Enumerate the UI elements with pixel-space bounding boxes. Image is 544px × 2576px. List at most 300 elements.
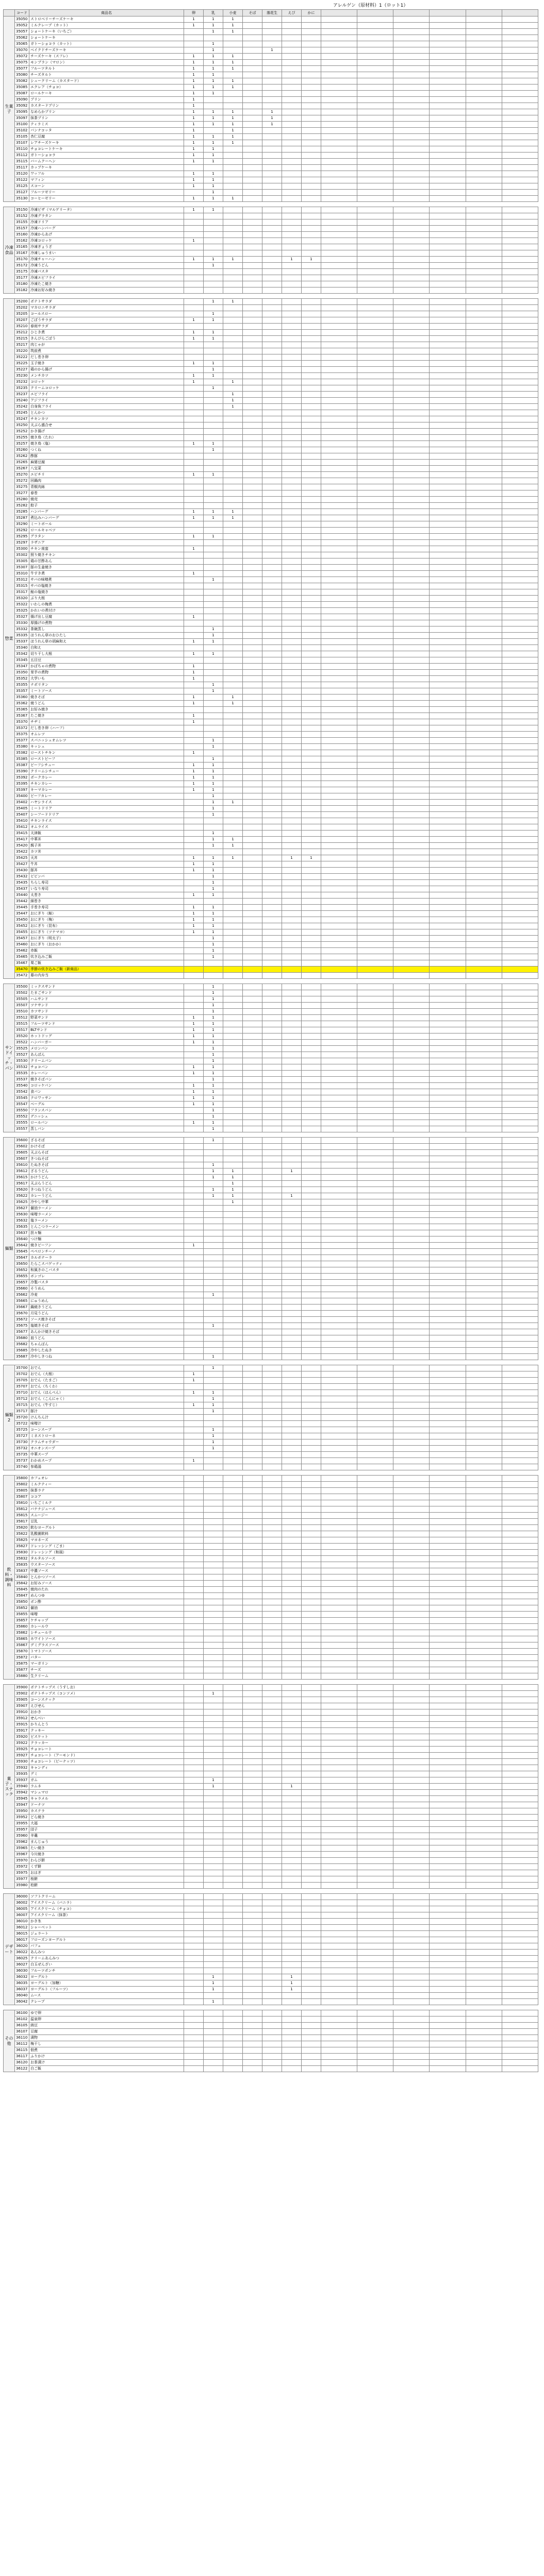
table-row <box>4 744 538 750</box>
blank-cell <box>393 861 430 868</box>
blank-cell <box>430 91 466 97</box>
allergen-mark <box>262 1482 282 1488</box>
allergen-mark: 1 <box>223 515 243 521</box>
product-code: 35635 <box>15 1224 29 1230</box>
blank-cell <box>321 1574 357 1581</box>
allergen-mark <box>262 868 282 874</box>
blank-cell <box>430 929 466 936</box>
blank-cell <box>466 109 502 115</box>
allergen-mark: 1 <box>204 140 223 146</box>
blank-cell <box>430 1071 466 1077</box>
blank-cell <box>393 1464 430 1470</box>
blank-cell <box>430 1298 466 1304</box>
blank-cell <box>321 552 357 558</box>
blank-cell <box>430 146 466 152</box>
blank-cell <box>466 385 502 392</box>
blank-cell <box>502 490 538 497</box>
blank-cell <box>357 207 393 213</box>
product-name: 冷やし中華 <box>29 1199 184 1206</box>
blank-cell <box>502 911 538 917</box>
blank-cell <box>430 311 466 317</box>
allergen-mark <box>243 1697 262 1703</box>
allergen-mark <box>243 1236 262 1243</box>
allergen-mark <box>302 849 321 855</box>
allergen-mark: 1 <box>204 1095 223 1101</box>
blank-cell <box>357 1494 393 1500</box>
blank-cell <box>321 583 357 589</box>
table-row <box>4 1513 538 1519</box>
blank-cell <box>393 1114 430 1120</box>
blank-cell <box>357 1833 393 1839</box>
allergen-mark <box>184 453 204 460</box>
allergen-mark <box>262 190 282 196</box>
allergen-mark <box>204 1956 223 1962</box>
product-name: 冷凍ハンバーグ <box>29 226 184 232</box>
allergen-mark <box>282 84 302 91</box>
allergen-mark <box>223 990 243 996</box>
allergen-mark <box>262 1236 282 1243</box>
product-name: シーフードドリア <box>29 812 184 818</box>
blank-cell <box>502 287 538 294</box>
blank-cell <box>321 1181 357 1187</box>
allergen-mark <box>282 1427 302 1433</box>
blank-cell <box>502 373 538 379</box>
blank-cell <box>321 528 357 534</box>
allergen-mark <box>302 824 321 831</box>
allergen-mark <box>223 1427 243 1433</box>
allergen-mark <box>302 670 321 676</box>
allergen-mark <box>243 1175 262 1181</box>
allergen-mark <box>223 263 243 269</box>
allergen-mark <box>243 1206 262 1212</box>
allergen-mark <box>282 990 302 996</box>
blank-cell <box>357 1925 393 1931</box>
allergen-mark <box>204 435 223 441</box>
blank-cell <box>466 509 502 515</box>
allergen-mark <box>282 1728 302 1734</box>
blank-cell <box>321 1409 357 1415</box>
allergen-mark <box>243 460 262 466</box>
allergen-mark <box>184 1931 204 1937</box>
allergen-mark <box>243 1365 262 1371</box>
allergen-mark: 1 <box>204 1168 223 1175</box>
allergen-mark <box>262 1162 282 1168</box>
product-code: 35345 <box>15 657 29 664</box>
allergen-mark <box>223 905 243 911</box>
product-code: 35917 <box>15 1728 29 1734</box>
table-row <box>4 165 538 171</box>
allergen-mark <box>243 1925 262 1931</box>
product-name: クッキー <box>29 1728 184 1734</box>
allergen-mark <box>262 1329 282 1335</box>
allergen-mark <box>184 1230 204 1236</box>
allergen-mark <box>262 1581 282 1587</box>
product-name: おでん（たまご） <box>29 1378 184 1384</box>
allergen-mark <box>262 1630 282 1636</box>
table-row <box>4 639 538 645</box>
blank-cell <box>321 558 357 565</box>
table-row <box>4 509 538 515</box>
allergen-mark <box>302 1802 321 1808</box>
allergen-mark <box>302 1709 321 1716</box>
allergen-mark <box>204 713 223 719</box>
blank-cell <box>321 769 357 775</box>
allergen-mark <box>184 1452 204 1458</box>
allergen-mark <box>243 29 262 35</box>
blank-cell <box>430 1722 466 1728</box>
allergen-mark <box>262 1636 282 1642</box>
allergen-mark <box>262 29 282 35</box>
blank-cell <box>357 429 393 435</box>
allergen-mark: 1 <box>204 1064 223 1071</box>
allergen-mark <box>262 1937 282 1943</box>
allergen-mark <box>184 1304 204 1311</box>
blank-cell <box>321 299 357 305</box>
product-name: 焼きそばパン <box>29 1077 184 1083</box>
blank-cell <box>502 620 538 626</box>
allergen-mark <box>184 269 204 275</box>
allergen-mark <box>243 410 262 416</box>
table-row <box>4 354 538 361</box>
blank-cell <box>393 478 430 484</box>
blank-cell <box>321 1323 357 1329</box>
blank-cell <box>357 1722 393 1728</box>
allergen-mark: 1 <box>223 134 243 140</box>
allergen-mark <box>223 1661 243 1667</box>
allergen-mark <box>262 1378 282 1384</box>
table-row <box>4 1790 538 1796</box>
product-code: 35820 <box>15 1525 29 1531</box>
allergen-mark <box>243 973 262 979</box>
allergen-mark <box>184 1839 204 1845</box>
product-name: チヂミ <box>29 719 184 725</box>
product-name: 豚汁 <box>29 1409 184 1415</box>
product-code: 35732 <box>15 1446 29 1452</box>
blank-cell <box>502 410 538 416</box>
allergen-mark <box>243 1033 262 1040</box>
product-code: 35287 <box>15 515 29 521</box>
product-code: 35937 <box>15 1777 29 1784</box>
allergen-mark <box>302 1544 321 1550</box>
blank-cell <box>430 1494 466 1500</box>
blank-cell <box>321 416 357 422</box>
allergen-mark <box>302 1519 321 1525</box>
blank-cell <box>430 1033 466 1040</box>
allergen-mark <box>282 1433 302 1439</box>
allergen-mark <box>302 1089 321 1095</box>
product-code: 35225 <box>15 361 29 367</box>
allergen-mark: 1 <box>223 140 243 146</box>
product-name: クリームシチュー <box>29 769 184 775</box>
product-name: サバの塩焼き <box>29 583 184 589</box>
table-row <box>4 775 538 781</box>
allergen-mark <box>282 775 302 781</box>
blank-cell <box>393 701 430 707</box>
blank-cell <box>393 1612 430 1618</box>
product-name: デニッシュ <box>29 1114 184 1120</box>
blank-cell <box>393 1335 430 1342</box>
allergen-mark <box>204 410 223 416</box>
allergen-mark <box>243 713 262 719</box>
allergen-mark <box>282 843 302 849</box>
allergen-mark <box>302 1378 321 1384</box>
blank-cell <box>502 967 538 973</box>
allergen-mark <box>184 657 204 664</box>
product-name: ショートケーキ（いちご） <box>29 29 184 35</box>
blank-cell <box>502 84 538 91</box>
blank-cell <box>466 1574 502 1581</box>
blank-cell <box>393 509 430 515</box>
allergen-mark <box>243 1968 262 1974</box>
table-row <box>4 1500 538 1506</box>
blank-cell <box>430 1354 466 1360</box>
allergen-mark <box>262 793 282 800</box>
allergen-mark <box>184 1937 204 1943</box>
blank-cell <box>502 905 538 911</box>
allergen-mark: 1 <box>223 855 243 861</box>
allergen-mark <box>262 1500 282 1506</box>
blank-cell <box>357 892 393 899</box>
blank-cell <box>357 1562 393 1568</box>
blank-cell <box>357 571 393 577</box>
table-body <box>4 16 538 2072</box>
allergen-mark <box>302 226 321 232</box>
allergen-mark: 1 <box>204 311 223 317</box>
allergen-mark <box>302 373 321 379</box>
product-code: 35642 <box>15 1243 29 1249</box>
allergen-mark <box>282 1095 302 1101</box>
allergen-mark <box>204 35 223 41</box>
allergen-mark <box>302 441 321 447</box>
allergen-mark <box>243 880 262 886</box>
allergen-mark <box>243 1845 262 1852</box>
table-row <box>4 115 538 122</box>
blank-cell <box>466 478 502 484</box>
blank-cell <box>321 404 357 410</box>
allergen-mark <box>262 546 282 552</box>
allergen-mark <box>243 1168 262 1175</box>
allergen-mark <box>302 1402 321 1409</box>
blank-cell <box>357 1212 393 1218</box>
blank-cell <box>357 1476 393 1482</box>
allergen-mark <box>302 1506 321 1513</box>
allergen-mark: 1 <box>204 800 223 806</box>
allergen-mark <box>262 664 282 670</box>
blank-cell <box>502 528 538 534</box>
allergen-mark <box>262 1304 282 1311</box>
allergen-mark <box>243 1556 262 1562</box>
allergen-mark <box>282 1494 302 1500</box>
allergen-mark <box>282 410 302 416</box>
blank-cell <box>357 831 393 837</box>
allergen-mark <box>184 1218 204 1224</box>
product-name: カステラ <box>29 1808 184 1815</box>
blank-cell <box>321 707 357 713</box>
allergen-mark <box>204 1858 223 1864</box>
allergen-mark: 1 <box>204 781 223 787</box>
blank-cell <box>466 1919 502 1925</box>
table-row <box>4 973 538 979</box>
blank-cell <box>321 948 357 954</box>
blank-cell <box>357 1396 393 1402</box>
blank-cell <box>466 515 502 521</box>
product-code: 35675 <box>15 1323 29 1329</box>
allergen-mark <box>204 422 223 429</box>
blank-cell <box>321 453 357 460</box>
allergen-mark <box>243 719 262 725</box>
table-row <box>4 1458 538 1464</box>
blank-cell <box>502 521 538 528</box>
allergen-mark <box>184 484 204 490</box>
table-row <box>4 1187 538 1193</box>
allergen-mark <box>243 134 262 140</box>
blank-cell <box>321 1311 357 1317</box>
allergen-mark <box>204 1593 223 1599</box>
blank-cell <box>466 732 502 738</box>
blank-cell <box>466 676 502 682</box>
blank-cell <box>466 602 502 608</box>
blank-cell <box>357 1280 393 1286</box>
allergen-mark <box>302 60 321 66</box>
blank-cell <box>321 1876 357 1883</box>
blank-cell <box>321 348 357 354</box>
table-row <box>4 1740 538 1747</box>
blank-cell <box>430 1906 466 1912</box>
product-code: 35370 <box>15 719 29 725</box>
blank-cell <box>430 1274 466 1280</box>
allergen-mark <box>243 1883 262 1889</box>
table-row <box>4 275 538 281</box>
blank-cell <box>357 244 393 250</box>
allergen-mark <box>223 793 243 800</box>
product-code: 35290 <box>15 521 29 528</box>
allergen-mark: 1 <box>204 115 223 122</box>
allergen-mark <box>243 1839 262 1845</box>
product-code: 35520 <box>15 1033 29 1040</box>
allergen-mark: 1 <box>223 115 243 122</box>
blank-cell <box>466 336 502 342</box>
allergen-mark <box>243 1427 262 1433</box>
allergen-mark <box>184 1912 204 1919</box>
blank-cell <box>430 1415 466 1421</box>
allergen-mark <box>262 373 282 379</box>
blank-cell <box>430 1218 466 1224</box>
allergen-mark <box>262 398 282 404</box>
allergen-mark <box>204 1482 223 1488</box>
blank-cell <box>357 1415 393 1421</box>
allergen-mark <box>302 1661 321 1667</box>
product-code: 35082 <box>15 78 29 84</box>
allergen-mark <box>223 1790 243 1796</box>
allergen-mark <box>184 1685 204 1691</box>
allergen-mark <box>243 60 262 66</box>
blank-cell <box>357 497 393 503</box>
allergen-mark <box>184 1709 204 1716</box>
allergen-mark: 1 <box>184 16 204 23</box>
allergen-mark <box>243 874 262 880</box>
allergen-mark <box>223 1740 243 1747</box>
blank-cell <box>466 1033 502 1040</box>
product-code: 35660 <box>15 1286 29 1292</box>
product-code: 35980 <box>15 1883 29 1889</box>
product-code: 35175 <box>15 269 29 275</box>
allergen-mark <box>302 1280 321 1286</box>
product-name: ベイクドチーズケーキ <box>29 47 184 54</box>
allergen-mark <box>243 670 262 676</box>
blank-cell <box>357 1071 393 1077</box>
allergen-mark <box>282 762 302 769</box>
blank-cell <box>393 336 430 342</box>
allergen-mark <box>262 1421 282 1427</box>
allergen-mark <box>282 793 302 800</box>
blank-cell <box>430 899 466 905</box>
allergen-mark <box>243 1673 262 1680</box>
allergen-mark: 1 <box>184 115 204 122</box>
allergen-mark <box>282 159 302 165</box>
allergen-mark <box>243 540 262 546</box>
blank-cell <box>357 1064 393 1071</box>
allergen-mark <box>302 608 321 614</box>
product-name: 豆乳 <box>29 1519 184 1525</box>
allergen-mark <box>184 263 204 269</box>
allergen-mark <box>184 1864 204 1870</box>
allergen-mark <box>262 1464 282 1470</box>
table-row <box>4 1298 538 1304</box>
allergen-mark <box>302 91 321 97</box>
blank-cell <box>321 122 357 128</box>
allergen-mark <box>262 732 282 738</box>
allergen-mark <box>302 232 321 238</box>
allergen-mark <box>282 1544 302 1550</box>
product-code: 35272 <box>15 478 29 484</box>
allergen-mark <box>282 1064 302 1071</box>
blank-cell <box>502 1409 538 1415</box>
allergen-mark <box>282 91 302 97</box>
product-code: 35150 <box>15 207 29 213</box>
allergen-mark <box>223 1894 243 1900</box>
blank-cell <box>321 725 357 732</box>
allergen-mark <box>262 1771 282 1777</box>
allergen-mark <box>223 1052 243 1058</box>
blank-cell <box>321 1759 357 1765</box>
blank-cell <box>357 490 393 497</box>
product-name: 冷凍ピザ（マルゲリータ） <box>29 207 184 213</box>
allergen-mark <box>223 558 243 565</box>
product-name: 冷凍うどん <box>29 263 184 269</box>
allergen-mark <box>243 1323 262 1329</box>
blank-cell <box>321 1249 357 1255</box>
blank-cell <box>357 1402 393 1409</box>
blank-cell <box>393 177 430 183</box>
allergen-mark <box>282 336 302 342</box>
allergen-mark <box>302 1593 321 1599</box>
table-row <box>4 23 538 29</box>
product-name: たまごサンド <box>29 990 184 996</box>
allergen-mark <box>282 899 302 905</box>
allergen-mark <box>262 1015 282 1021</box>
allergen-mark <box>282 490 302 497</box>
blank-cell <box>393 1550 430 1556</box>
allergen-mark <box>184 429 204 435</box>
product-name: ごぼうサラダ <box>29 317 184 324</box>
table-row <box>4 1224 538 1230</box>
allergen-mark <box>223 1709 243 1716</box>
product-code: 35532 <box>15 1064 29 1071</box>
product-name: オムレツ <box>29 732 184 738</box>
blank-cell <box>393 639 430 645</box>
allergen-mark <box>223 732 243 738</box>
allergen-mark: 1 <box>204 317 223 324</box>
